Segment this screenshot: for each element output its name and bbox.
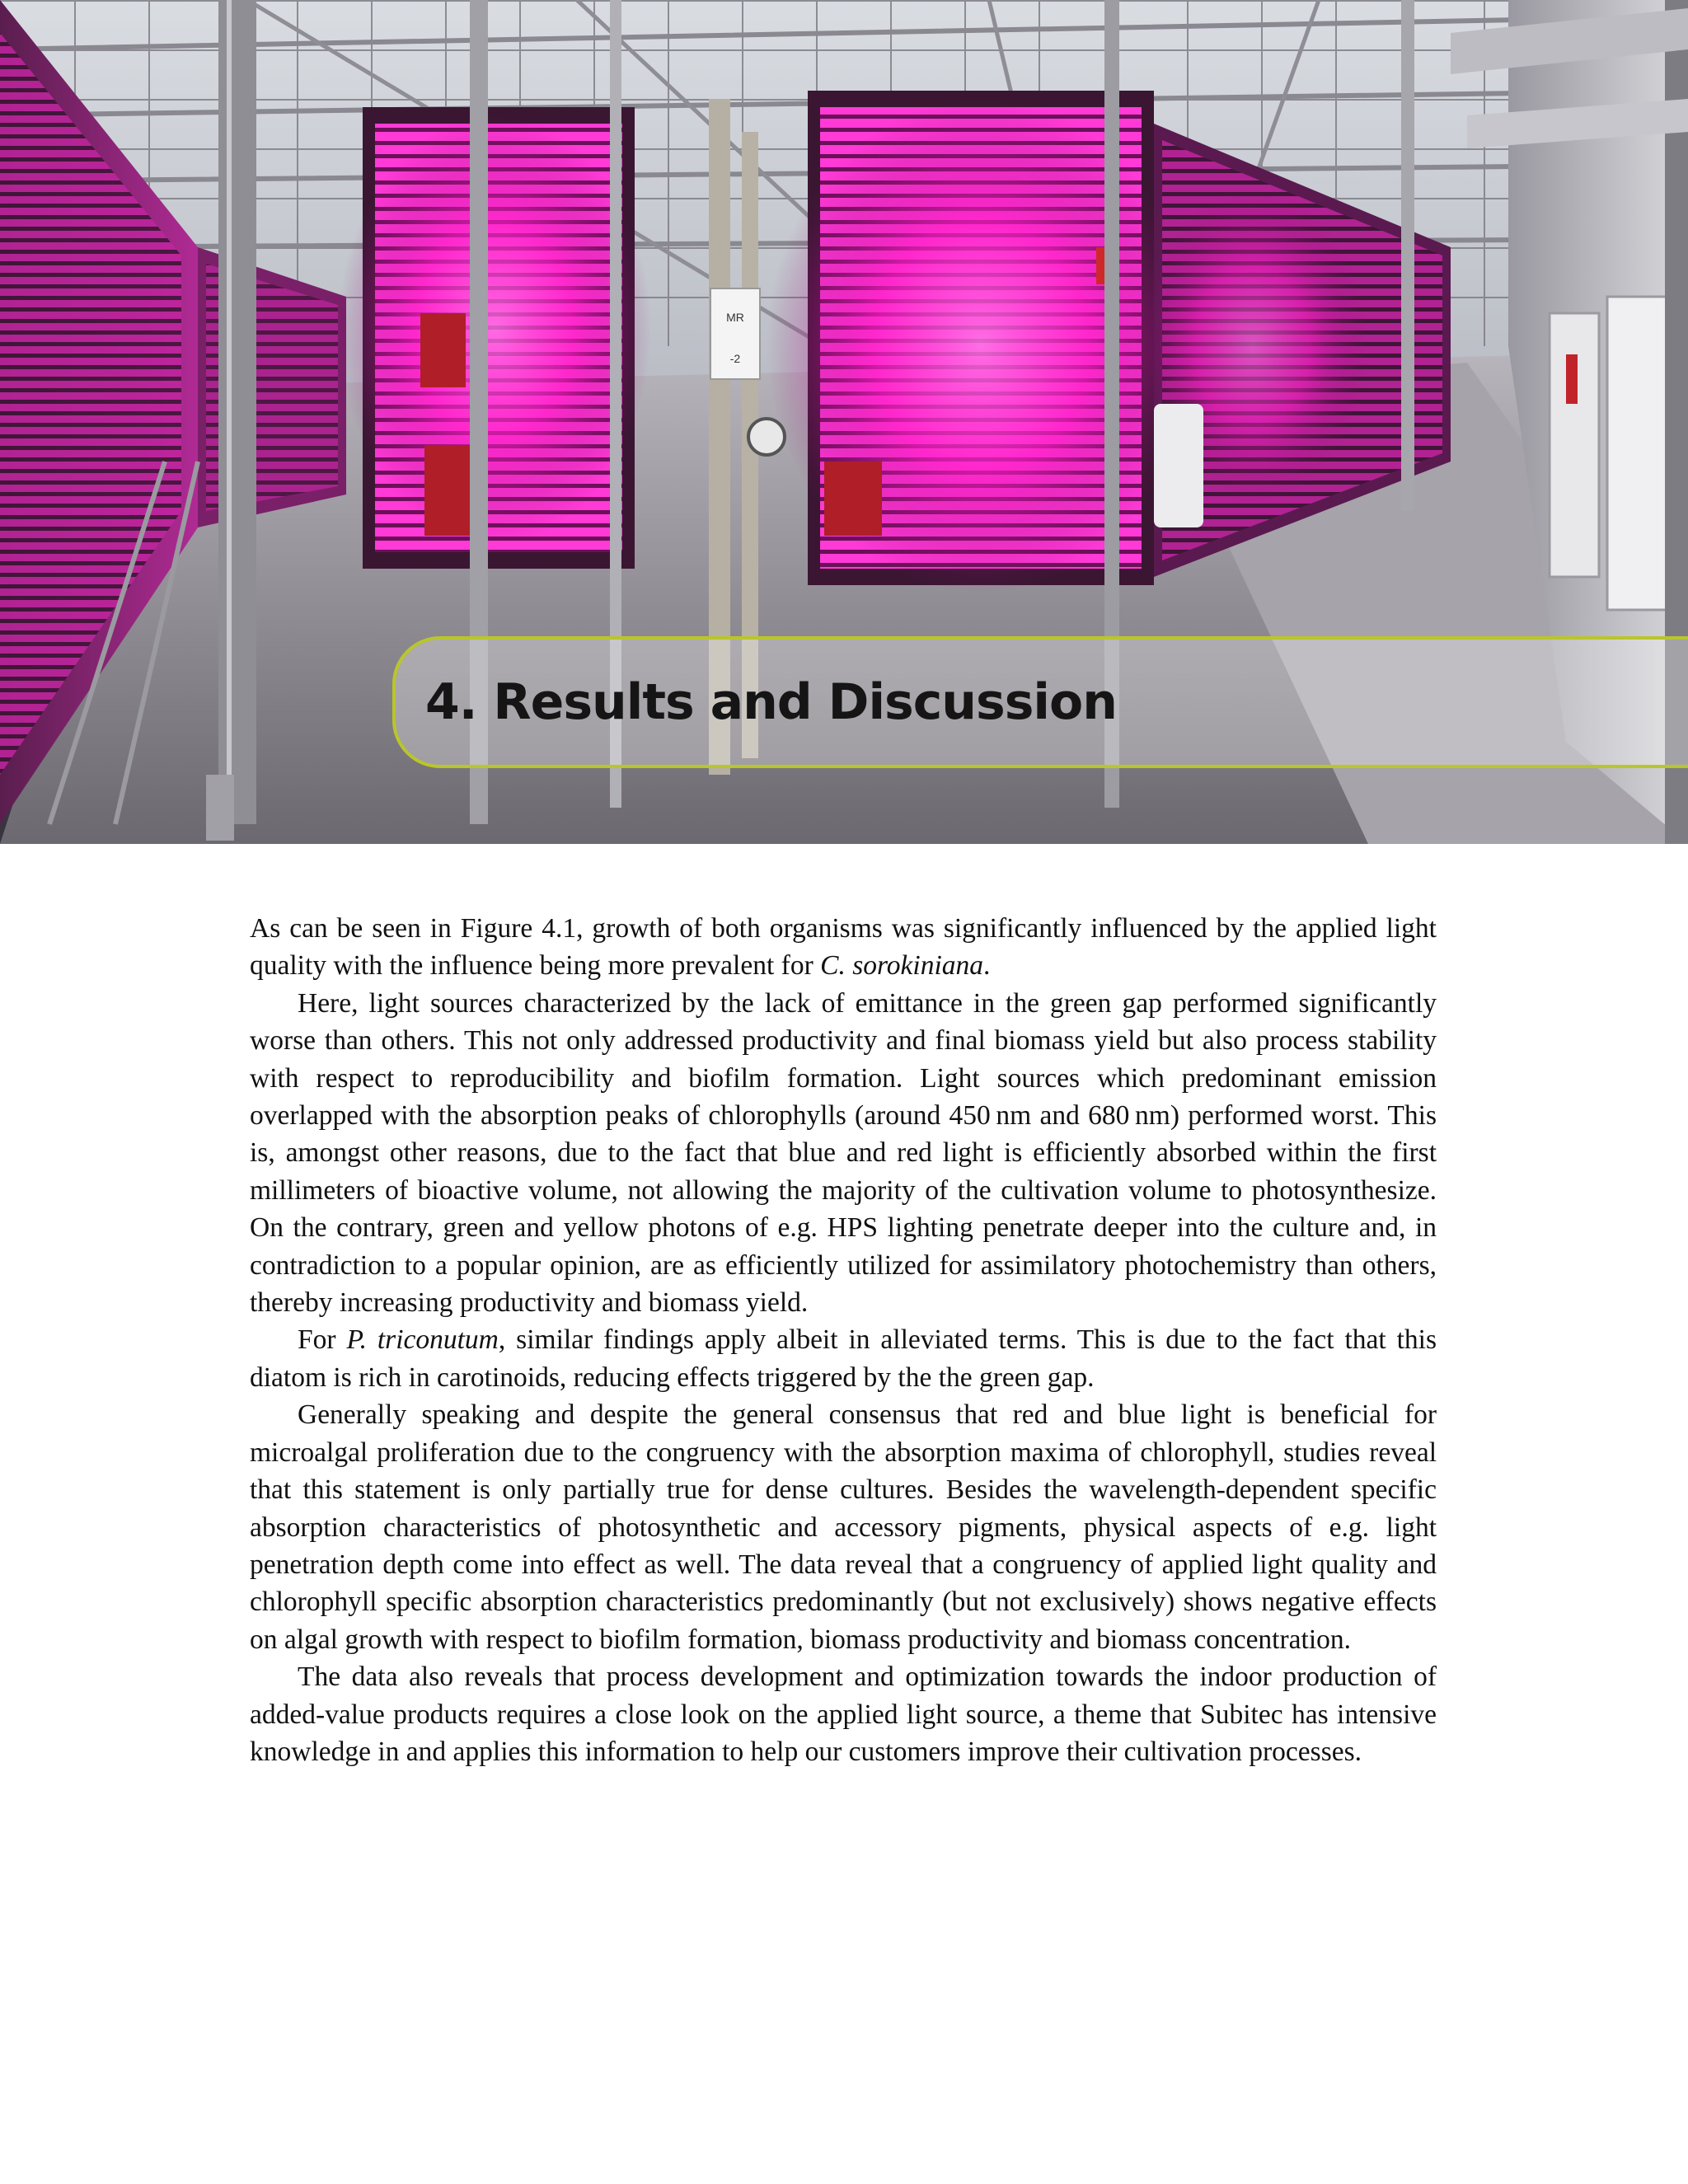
- paragraph-3-text: , similar findings apply albeit in alleviated terms. This is due to the fact that this diatom is rich in carotinoids, reducing effects triggered by the the green gap.: [250, 1324, 1437, 1393]
- paragraph-1-end: .: [983, 950, 991, 982]
- photo-sign-label-1: MR: [726, 311, 744, 324]
- chapter-title-banner: [392, 636, 1688, 768]
- chapter-header-photo: [0, 0, 1688, 844]
- paragraph-1-text: As can be seen in Figure 4.1, growth of both organisms was significantly influenced by the applied light quality with the influence being more prevalent for: [250, 913, 1437, 982]
- chapter-title: 4. Results and Discussion: [425, 673, 1117, 731]
- paragraph-2: Here, light sources characterized by the lack of emittance in the green gap performed significantly worse than others. This not only addressed productivity and final biomass yield but also process stability with respect to reproducibility and biofilm formation. Light sources which predominant emission overlapped with the absorption peaks of chlorophylls (around 450 nm and 680 nm) performed worst. This is, amongst other reasons, due to the fact that blue and red light is efficiently absorbed within the first millimeters of bioactive volume, not allowing the majority of the cultivation volume to photosynthesize. On the contrary, green and yellow photons of e.g. HPS lighting penetrate deeper into the culture and, in contradiction to a popular opinion, are as efficiently utilized for assimilatory photochemistry than others, thereby increasing productivity and biomass yield.: [250, 987, 1437, 1319]
- photo-sign-label-2: -2: [729, 352, 741, 365]
- species-name-p-triconutum: P. triconutum: [346, 1324, 499, 1356]
- chapter-body: [250, 910, 1437, 1770]
- paragraph-4: Generally speaking and despite the general consensus that red and blue light is beneficial for microalgal proliferation due to the congruency with the absorption maxima of chlorophyll, studies reveal that this statement is only partially true for dense cultures. Besides the wavelength-dependent specific absorption characteristics of photosynthetic and accessory pigments, physical aspects of e.g. light penetration depth come into effect as well. The data reveal that a congruency of applied light quality and chlorophyll specific absorption characteristics predominantly (but not exclusively) shows negative effects on algal growth with respect to biofilm formation, biomass productivity and biomass concentration.: [250, 1399, 1437, 1655]
- paragraph-3-start: For: [298, 1324, 347, 1356]
- species-name-c-sorokiniana: C. sorokiniana: [820, 950, 984, 982]
- paragraph-3: [250, 1321, 1437, 1396]
- paragraph-5: The data also reveals that process development and optimization towards the indoor production of added-value products requires a close look on the applied light source, a theme that Subitec has intensive knowledge in and applies this information to help our customers improve their cultivation processes.: [250, 1661, 1437, 1767]
- paragraph-1: [250, 910, 1437, 985]
